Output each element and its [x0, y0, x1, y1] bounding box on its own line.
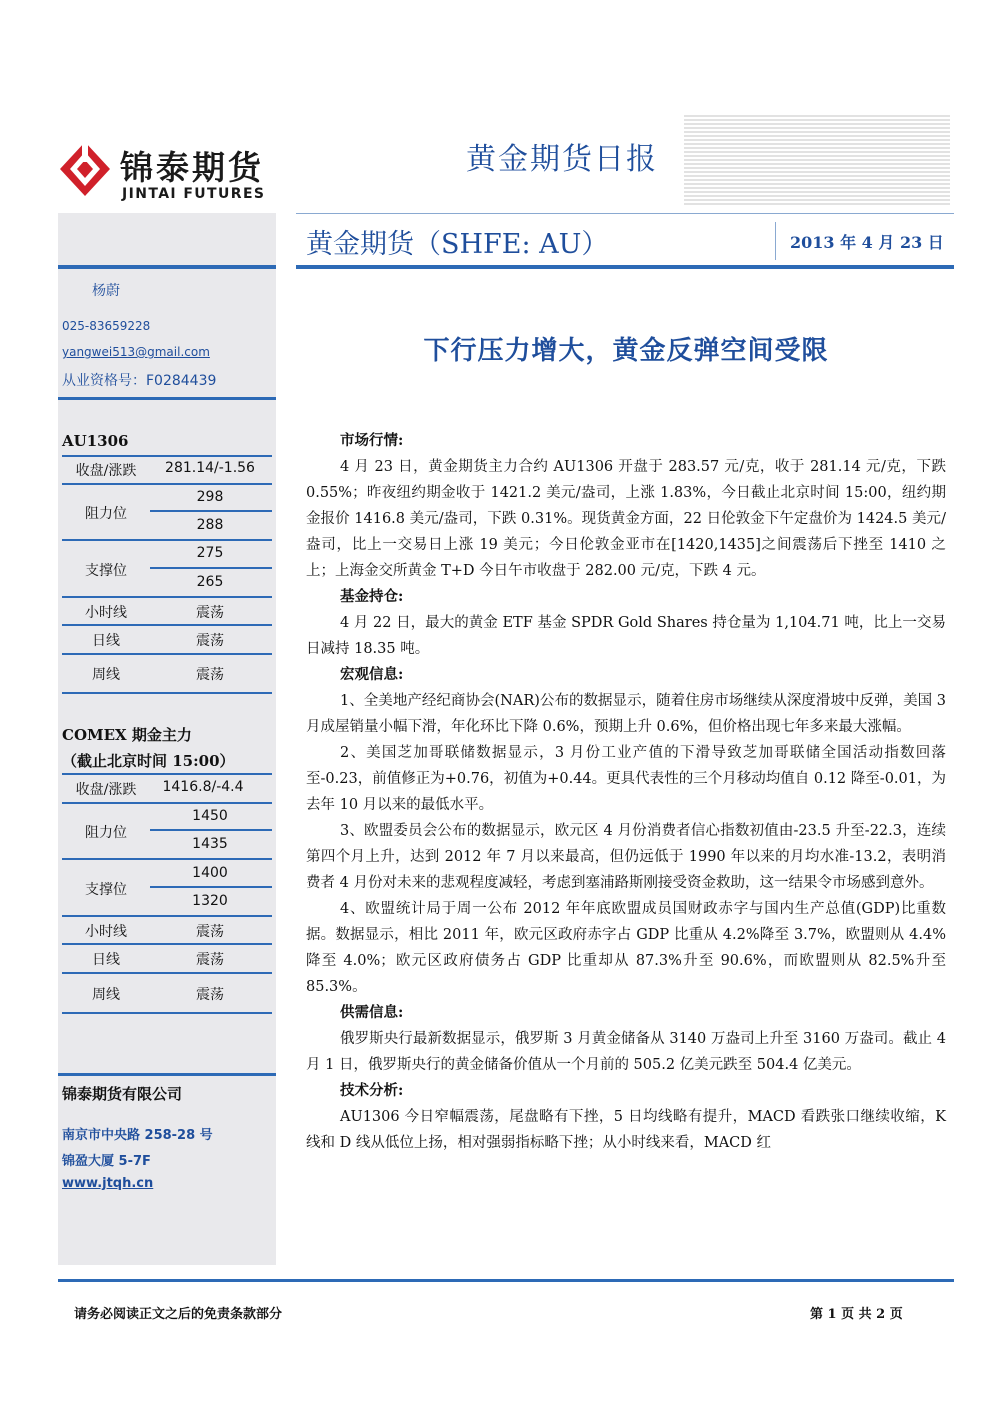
- table-rule: [150, 886, 272, 888]
- au-close-value: 281.14/-1.56: [165, 460, 255, 476]
- section-heading-tech: 技术分析:: [340, 1082, 404, 1099]
- au-daily-label: 日线: [92, 633, 120, 649]
- section-heading-supply: 供需信息:: [340, 1004, 404, 1021]
- page-number: 第 1 页 共 2 页: [810, 1307, 903, 1322]
- comex-close-label: 收盘/涨跌: [75, 782, 137, 798]
- table-rule: [62, 596, 272, 598]
- paragraph-macro-3: 3、欧盟委员会公布的数据显示，欧元区 4 月份消费者信心指数初值由-23.5 升至-22.3，连续第四个月上升，达到 2012 年 7 月以来最高，但仍远低于 1990 年以来的月均水准-13.2，表明消费者 4 月份对未来的悲观程度减轻，考虑到塞浦路斯刚接受资金救助，这一结果令市场感到意外。: [306, 823, 946, 891]
- table-rule: [62, 915, 272, 917]
- sidebar-rule: [58, 1073, 276, 1076]
- table-rule: [62, 773, 272, 775]
- table-rule: [62, 653, 272, 655]
- paragraph-tech: AU1306 今日窄幅震荡，尾盘略有下挫，5 日均线略有提升，MACD 看跌张口继续收缩，K 线和 D 线从低位上扬，相对强弱指标略下挫；从小时线来看，MACD 红: [306, 1109, 946, 1151]
- section-heading-fund: 基金持仓:: [340, 588, 404, 605]
- table-rule: [62, 455, 272, 457]
- comex-resistance-label: 阻力位: [85, 825, 127, 841]
- analyst-license: 从业资格号：F0284439: [62, 373, 217, 389]
- company-address-1: 南京市中央路 258-28 号: [62, 1128, 213, 1143]
- brand-name-en: JINTAI FUTURES: [122, 186, 266, 202]
- table-rule: [62, 624, 272, 626]
- paragraph-macro-1: 1、全美地产经纪商协会(NAR)公布的数据显示，随着住房市场继续从深度滑坡中反弹，美国 3 月成屋销量小幅下滑，年化环比下降 0.6%，预期上升 0.6%，但价格出现七年多来最大涨幅。: [306, 693, 946, 735]
- company-address-2: 锦盈大厦 5-7F: [62, 1154, 151, 1169]
- report-date: 2013 年 4 月 23 日: [790, 233, 944, 252]
- analyst-email-link[interactable]: yangwei513@gmail.com: [62, 345, 210, 359]
- table-rule: [62, 943, 272, 945]
- company-name: 锦泰期货有限公司: [62, 1085, 183, 1103]
- paragraph-supply: 俄罗斯央行最新数据显示，俄罗斯 3 月黄金储备从 3140 万盎司上升至 3160 万盎司。截止 4 月 1 日，俄罗斯央行的黄金储备价值从一个月前的 505.2 亿美元跌至 504.4 亿美元。: [306, 1031, 946, 1073]
- date-separator: [775, 222, 776, 260]
- paragraph-market: 4 月 23 日，黄金期货主力合约 AU1306 开盘于 283.57 元/克，收于 281.14 元/克，下跌 0.55%；昨夜纽约期金收于 1421.2 美元/盎司，上涨 1.83%，今日截止北京时间 15:00，纽约期金报价 1416.8 美元/盎司，下跌 0.31%。现货黄金方面，22 日伦敦金下午定盘价为 1424.5 美元/盎司，比上一交易日上涨 19 美元；今日伦敦金亚市在[1420,1435]之间震荡后下挫至 1410 之上；上海金交所黄金 T+D 今日午市收盘于 282.00 元/克，下跌 4 元。: [306, 459, 946, 579]
- comex-table-subheading: （截止北京时间 15:00）: [62, 752, 235, 770]
- report-title: 黄金期货日报: [466, 142, 658, 177]
- product-bar-top-rule: [296, 213, 954, 214]
- au-weekly-label: 周线: [92, 667, 120, 683]
- table-rule: [150, 510, 272, 512]
- comex-daily-label: 日线: [92, 952, 120, 968]
- table-rule: [150, 829, 272, 831]
- au-support-2: 265: [196, 574, 224, 590]
- product-title: 黄金期货（SHFE: AU）: [306, 229, 609, 260]
- sidebar-rule: [58, 397, 276, 400]
- table-rule: [62, 539, 272, 541]
- jintai-logo-icon: [58, 140, 112, 198]
- table-rule: [62, 972, 272, 974]
- table-rule: [62, 483, 272, 485]
- paragraph-macro-4: 4、欧盟统计局于周一公布 2012 年年底欧盟成员国财政赤字与国内生产总值(GDP)比重数据。数据显示，相比 2011 年，欧元区政府赤字占 GDP 比重从 4.2%降至 3.7%，欧盟则从 4.4%降至 4.0%；欧元区政府债务占 GDP 比重却从 87.3%升至 90.6%，而欧盟则从 82.5%升至 85.3%。: [306, 901, 946, 995]
- comex-resistance-1: 1450: [192, 808, 228, 824]
- comex-support-1: 1400: [192, 865, 228, 881]
- title-stripes: [684, 115, 950, 207]
- au-resistance-2: 288: [196, 517, 224, 533]
- company-website-link[interactable]: www.jtqh.cn: [62, 1176, 154, 1191]
- brand-name-cn: 锦泰期货: [120, 148, 264, 187]
- au-close-label: 收盘/涨跌: [75, 463, 137, 479]
- comex-weekly-label: 周线: [92, 987, 120, 1003]
- table-rule: [62, 1012, 272, 1014]
- au-resistance-1: 298: [196, 489, 224, 505]
- table-rule: [62, 802, 272, 804]
- comex-weekly-value: 震荡: [196, 987, 224, 1003]
- au-hourly-label: 小时线: [85, 605, 127, 621]
- analyst-phone: 025-83659228: [62, 319, 151, 333]
- au-table-heading: AU1306: [62, 432, 129, 450]
- analyst-name: 杨蔚: [92, 283, 120, 299]
- report-body: [306, 428, 946, 1156]
- product-bar-rule: [296, 265, 954, 269]
- comex-hourly-value: 震荡: [196, 924, 224, 940]
- section-heading-market: 市场行情:: [340, 432, 404, 449]
- table-rule: [62, 858, 272, 860]
- au-daily-value: 震荡: [196, 633, 224, 649]
- comex-daily-value: 震荡: [196, 952, 224, 968]
- footer-rule: [58, 1279, 954, 1282]
- au-support-label: 支撑位: [85, 563, 127, 579]
- sidebar-top-rule: [58, 265, 276, 269]
- report-headline: 下行压力增大，黄金反弹空间受限: [423, 336, 829, 366]
- comex-support-label: 支撑位: [85, 882, 127, 898]
- paragraph-macro-2: 2、美国芝加哥联储数据显示，3 月份工业产值的下滑导致芝加哥联储全国活动指数回落至-0.23，前值修正为+0.76，初值为+0.44。更具代表性的三个月移动均值自 0.12 降至-0.01，为去年 10 月以来的最低水平。: [306, 745, 946, 813]
- au-support-1: 275: [196, 545, 224, 561]
- table-rule: [62, 692, 272, 694]
- comex-hourly-label: 小时线: [85, 924, 127, 940]
- au-resistance-label: 阻力位: [85, 506, 127, 522]
- table-rule: [150, 567, 272, 569]
- comex-resistance-2: 1435: [192, 836, 228, 852]
- paragraph-fund: 4 月 22 日，最大的黄金 ETF 基金 SPDR Gold Shares 持仓量为 1,104.71 吨，比上一交易日减持 18.35 吨。: [306, 615, 946, 657]
- comex-table-heading: COMEX 期金主力: [62, 726, 192, 744]
- comex-support-2: 1320: [192, 893, 228, 909]
- au-weekly-value: 震荡: [196, 667, 224, 683]
- section-heading-macro: 宏观信息:: [340, 666, 404, 683]
- footer-disclaimer: 请务必阅读正文之后的免责条款部分: [74, 1307, 283, 1322]
- au-hourly-value: 震荡: [196, 605, 224, 621]
- comex-close-value: 1416.8/-4.4: [162, 779, 244, 795]
